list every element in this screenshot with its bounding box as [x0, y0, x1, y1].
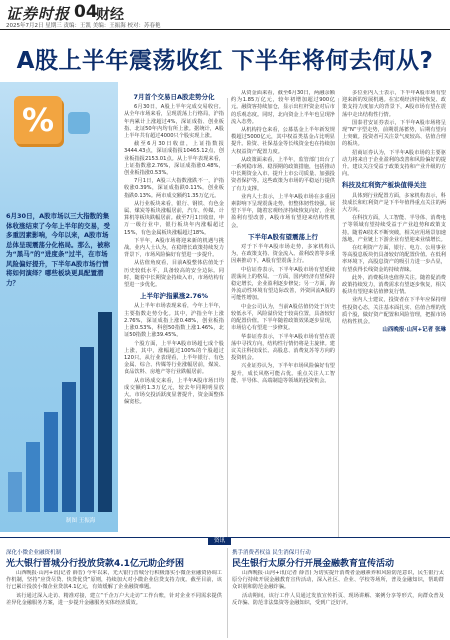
- deco-bar: [98, 312, 112, 512]
- bottom-left-article: [6, 570, 222, 638]
- paragraph: 6月30日，A股上半年完成交易收官。从全年市场来看，呈现震荡上行格局，沪指年内累计上涨超过4%，深证成指、创业板指、北证50年内均有所上涨。据统计，A股上半年共有超过4000只个股实现上涨。: [124, 104, 224, 140]
- paragraph: 从上半年市场表现来看，今年上半年，主要指数走势分化。其中，沪指全年上涨2.76%，深证成指上涨0.48%，创业板指上涨0.53%，科创50指数上涨1.46%，北证50指数上涨39.45%。: [124, 303, 224, 339]
- page-number: 04: [74, 2, 98, 22]
- paragraph: 此外，消费板块也值得关注。随着促消费政策持续发力，消费需求有望逐步恢复，相关板块有望迎来估值修复行情。: [342, 274, 446, 296]
- paragraph: 山西晚报·山河+讯(记者 薛晋) 今年以来，光大银行晋城分行积极落实小微企业融资协调工作机制，坚持“应贷尽贷、快贷优贷”原则，持续加大对小微企业信贷支持力度。截至目前，该行已累计投放小微企业贷款4.1亿元，有效缓解了企业融资难题。: [6, 570, 222, 591]
- paragraph: 从估值角度看，目前A股整体估值处于历史较低水平，具备较高的安全边际。同时，随着中长期资金持续入市，市场结构有望进一步优化。: [124, 260, 224, 289]
- paragraph: 多位业内人士表示，下半年A股市场有望迎来新的发展机遇。在宏观经济持续恢复、政策支持力度加大的背景下，A股市场有望在震荡中走出结构性行情。: [342, 90, 446, 118]
- paragraph: 在红利资产方面，银行、电力、公用事业等高股息板块仍具备较好的配置价值。在低利率环境下，高股息资产的吸引力进一步凸显，有望获得长线资金的持续青睐。: [342, 245, 446, 273]
- paragraph: 下半年，A股市场将迎来新的机遇与挑战。业内人士认为，在稳增长政策持续发力背景下，市场风险偏好有望进一步提升。: [124, 237, 224, 259]
- paragraph: 国泰君安证券表示，下半年A股市场将呈现“N”字型走势，前期震荡蓄势，后期有望向上突破。投资者可关注景气度较高、估值合理的板块。: [342, 119, 446, 148]
- paragraph: 业内人士表示，上半年A股市场在多重因素影响下呈现震荡走势，但整体韧性较强。展望下半年，随着宏观经济持续恢复向好，企业盈利有望改善，A股市场有望迎来结构性机会。: [231, 193, 335, 229]
- paragraph: 中信证券表示，下半年A股市场有望延续震荡向上的格局。一方面，国内经济有望保持稳定增长，企业盈利逐步修复；另一方面，海外流动性环境有望边际改善，外资回流A股的可能性增加。: [231, 266, 335, 302]
- byline: 山西晚报·山河+记者 张琳: [382, 327, 446, 334]
- deco-bar: [44, 412, 58, 512]
- subheading: 7月首个交易日A股走势分化: [133, 93, 215, 101]
- paragraph: 该行通过深入走访、精准对接，建立“千企万户大走访”工作台账，针对企业不同需求提供差异化金融服务方案，进一步提升金融服务实体经济质效。: [6, 592, 222, 606]
- column-divider: [227, 98, 228, 538]
- main-headline: A股上半年震荡收红 下半年将何去何从?: [16, 48, 434, 74]
- paragraph: 7月1日，A股三大指数涨跌不一，沪指收涨0.39%，深证成指跌0.11%，创业板指跌0.13%。两市成交额约1.35万亿元。: [124, 178, 224, 199]
- subheading: 下半年A股有望震荡上行: [247, 232, 319, 241]
- paragraph: 中金公司认为，当前A股估值仍处于历史较低水平，风险溢价处于较高位置，具备较好的配置价值。下半年随着政策效果逐步显现，市场信心有望进一步修复。: [231, 303, 335, 332]
- masthead: [0, 0, 450, 30]
- column-divider: [227, 548, 228, 638]
- band-label: 资讯: [208, 538, 231, 545]
- paragraph: 山西晚报·山河+讯(记者 薛晋) 为切实提升消费者金融素养和风险防范意识，民生银行太原分行持续开展金融教育宣传活动，深入社区、企业、学校等场所，普及金融知识，帮助群众识别和防范金融诈骗。: [232, 570, 444, 591]
- deco-bar: [26, 442, 40, 512]
- paragraph: 华泰证券表示，下半年A股市场有望在震荡中寻找方向，结构性行情仍将是主旋律。建议关注科技成长、高股息、消费复苏等方向的投资机会。: [231, 333, 335, 362]
- paragraph: 个股方面，上半年A股市场超七成个股上涨，其中，涨幅超过100%的个股超过120只。从行业表现看，上半年银行、有色金属、综合、传媒等行业涨幅居前，煤炭、食品饮料、房地产等行业跌幅居前。: [124, 340, 224, 376]
- bottom-left-kicker: 深化小微企业融资机制: [6, 550, 62, 556]
- hero-illustration: [0, 82, 118, 532]
- small-tile: [68, 112, 90, 134]
- deco-bar: [8, 472, 22, 512]
- deco-bar: [62, 382, 76, 512]
- paragraph: 从资金面来看，截至6月30日，两融余额约为1.85万亿元，较年初增加超过900亿元。融资客持续加仓，显示出杠杆资金对后市的乐观态度。同时，北向资金上半年也呈现净流入态势。: [231, 90, 335, 125]
- section-title: 财经: [96, 7, 124, 23]
- paragraph: 业内人士建议，投资者在下半年应保持理性投资心态，关注基本面扎实、估值合理的优质个股，做好资产配置和风险管理，把握市场结构性机会。: [342, 297, 446, 326]
- article-column-1: [124, 90, 224, 535]
- percent-icon: %: [21, 101, 55, 139]
- bottom-left-title: 光大银行晋城分行投放贷款4.1亿元助企纾困: [6, 559, 184, 569]
- paragraph: 从机构持仓来看，公募基金上半年新发规模超过5000亿元，其中权益类基金占比明显提升。险资、社保基金等长线资金也在持续加大权益资产配置力度。: [231, 127, 335, 155]
- hero-lead: 6月30日，A股市场以三大指数的集体收涨结束了今年上半年的交易，受多重因素影响，今年以来，A股市场总体呈现震荡分化格局。那么，被称为“黑马”的“进度条”过半，在市场风险偏好提升，下半年A股市场行情将如何演绎？哪些板块更具配置潜力？: [6, 212, 110, 287]
- subheading: 科技及红利资产板块值得关注: [342, 181, 427, 190]
- subheading: 上半年沪指累涨2.76%: [139, 292, 209, 301]
- issue-meta: 2025年7月2日 星期三 责编：王凯 美编：王振海 校对：苏春艳: [6, 23, 161, 29]
- paragraph: 活动期间，该行工作人员通过发放宣传折页、现场讲解、案例分享等形式，向群众普及反诈骗、防范非法集资等金融知识，受到广泛好评。: [232, 592, 444, 606]
- bottom-right-article: [232, 570, 444, 638]
- top-rule: [0, 29, 450, 30]
- paragraph: 截至6月30日收盘，上证指数报3444.43点，深证成指报10465.12点，创业板指报2153.01点。从上半年表现来看，上证指数涨2.76%，深证成指涨0.48%，创业板指涨0.53%。: [124, 141, 224, 177]
- paragraph: 兴业证券认为，下半年市场风险偏好有望提升，成长风格可能占优。重点关注人工智能、半导体、高端制造等领域的投资机会。: [231, 363, 335, 384]
- paragraph: 从市场成交来看，上半年A股市场日均成交额约1.3万亿元，较去年同期明显放大。市场交投活跃度显著提升，资金面整体偏宽松。: [124, 377, 224, 406]
- paragraph: 从行业板块来看，银行、钢铁、有色金属、煤炭等板块涨幅居前，汽车、传媒、计算机等板块跌幅居前。截至7月1日收盘，申万一级行业中，银行板块年内涨幅超过15%，有色金属板块涨幅超过18%。: [124, 200, 224, 236]
- paragraph: 从政策面来看，上半年，监管部门出台了一系列稳市场、稳预期的政策措施，包括推动中长期资金入市、提升上市公司质量、加强投资者保护等。这些政策为市场的平稳运行提供了有力支撑。: [231, 156, 335, 192]
- decorative-bars: [4, 292, 114, 512]
- image-credit: 制图 王振海: [66, 518, 96, 524]
- column-divider: [338, 98, 339, 538]
- bottom-right-kicker: 携手消费者权益 民生消保月行动: [232, 550, 311, 556]
- article-column-2: [231, 90, 335, 535]
- deco-bar: [80, 347, 94, 512]
- newspaper-logo: 证券时报: [6, 5, 71, 23]
- paragraph: 具体到行业配置方面，多家机构表示，科技成长和红利资产是下半年值得重点关注的两大方向。: [342, 192, 446, 214]
- paragraph: 在科技方面，人工智能、半导体、消费电子等领域有望持续受益于产业趋势和政策支持。随着AI技术不断突破，相关应用场景加速落地，产业链上下游企业有望迎来业绩增长。: [342, 215, 446, 243]
- paragraph: 对于下半年A股市场走势，多家机构认为，在政策支持、资金流入、盈利改善等多重因素推动下，A股有望震荡上行。: [231, 244, 335, 265]
- bottom-right-title: 民生银行太原分行开展金融教育宣传活动: [232, 559, 395, 569]
- article-column-3: [342, 90, 446, 535]
- paragraph: 招商证券认为，下半年A股市场的主要驱动力将来自于企业盈利的改善和风险偏好的提升。建议关注受益于政策支持和产业升级的方向。: [342, 149, 446, 178]
